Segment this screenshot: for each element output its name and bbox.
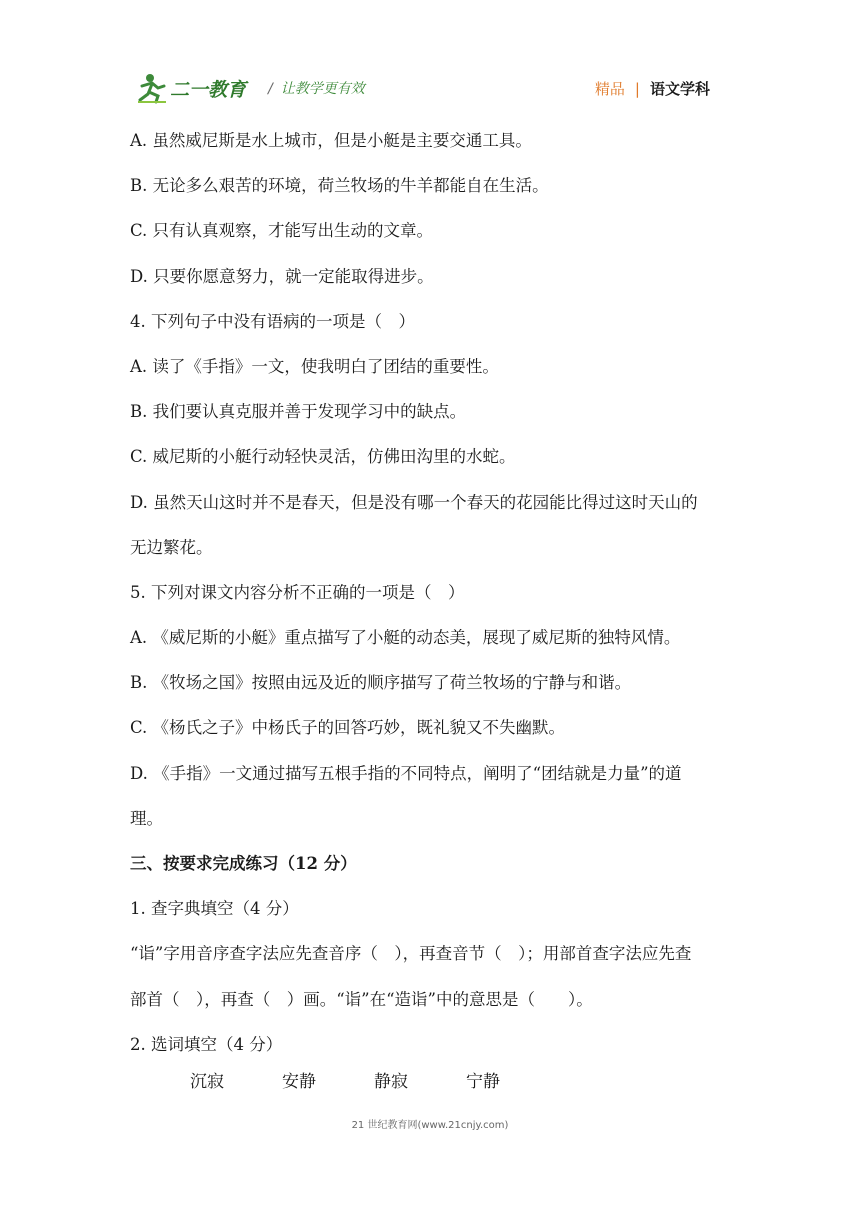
- page-header: [0, 0, 860, 110]
- logo: [136, 72, 256, 104]
- word-choice: 安静: [282, 1072, 316, 1092]
- dictionary-question: “诣”字用音序查字法应先查音序（ ），再查音节（ ）；用部首查字法应先查: [130, 944, 692, 964]
- question-5: 5. 下列对课文内容分析不正确的一项是（ ）: [130, 582, 465, 602]
- option-line: B. 无论多么艰苦的环境，荷兰牧场的牛羊都能自在生活。: [130, 176, 549, 196]
- word-choice: 静寂: [374, 1072, 408, 1092]
- document-body: [130, 118, 732, 1067]
- runner-logo-icon: [136, 72, 256, 104]
- option-line: A. 《威尼斯的小艇》重点描写了小艇的动态美，展现了威尼斯的独特风情。: [130, 628, 681, 648]
- quality-badge: 精品: [594, 80, 625, 98]
- option-line-continued: 理。: [130, 808, 163, 828]
- option-line: C. 只有认真观察，才能写出生动的文章。: [130, 221, 434, 241]
- word-choices: [190, 1067, 558, 1092]
- option-line: D. 只要你愿意努力，就一定能取得进步。: [130, 266, 434, 286]
- subquestion-1: 1. 查字典填空（4 分）: [130, 899, 299, 919]
- header-badge-area: [595, 78, 710, 99]
- option-line: D. 虽然天山这时并不是春天，但是没有哪一个春天的花园能比得过这时天山的: [130, 492, 698, 512]
- header-separator: |: [634, 80, 640, 98]
- option-line: B. 我们要认真克服并善于发现学习中的缺点。: [130, 402, 467, 422]
- word-choice: 宁静: [466, 1072, 500, 1092]
- option-line: A. 读了《手指》一文，使我明白了团结的重要性。: [130, 356, 499, 376]
- slogan: / 让教学更有效: [268, 81, 365, 97]
- section-heading: 三、按要求完成练习（12 分）: [130, 854, 357, 873]
- question-4: 4. 下列句子中没有语病的一项是（ ）: [130, 311, 415, 331]
- option-line: A. 虽然威尼斯是水上城市，但是小艇是主要交通工具。: [130, 131, 532, 150]
- page-footer: 21 世纪教育网(www.21cnjy.com): [351, 1120, 509, 1131]
- subquestion-2: 2. 选词填空（4 分）: [130, 1034, 283, 1054]
- option-line-continued: 无边繁花。: [130, 537, 213, 557]
- subject-label: 语文学科: [649, 80, 710, 98]
- option-line: C. 《杨氏之子》中杨氏子的回答巧妙，既礼貌又不失幽默。: [130, 718, 566, 738]
- svg-text:二一教育: 二一教育: [170, 79, 247, 101]
- word-choice: 沉寂: [190, 1072, 224, 1092]
- option-line: C. 威尼斯的小艇行动轻快灵活，仿佛田沟里的水蛇。: [130, 447, 516, 467]
- slogan-text: 让教学更有效: [280, 81, 365, 97]
- option-line: B. 《牧场之国》按照由远及近的顺序描写了荷兰牧场的宁静与和谐。: [130, 673, 632, 693]
- dictionary-question-continued: 部首（ ），再查（ ）画。“诣”在“造诣”中的意思是（ ）。: [130, 989, 593, 1009]
- option-line: D. 《手指》一文通过描写五根手指的不同特点，阐明了“团结就是力量”的道: [130, 763, 682, 783]
